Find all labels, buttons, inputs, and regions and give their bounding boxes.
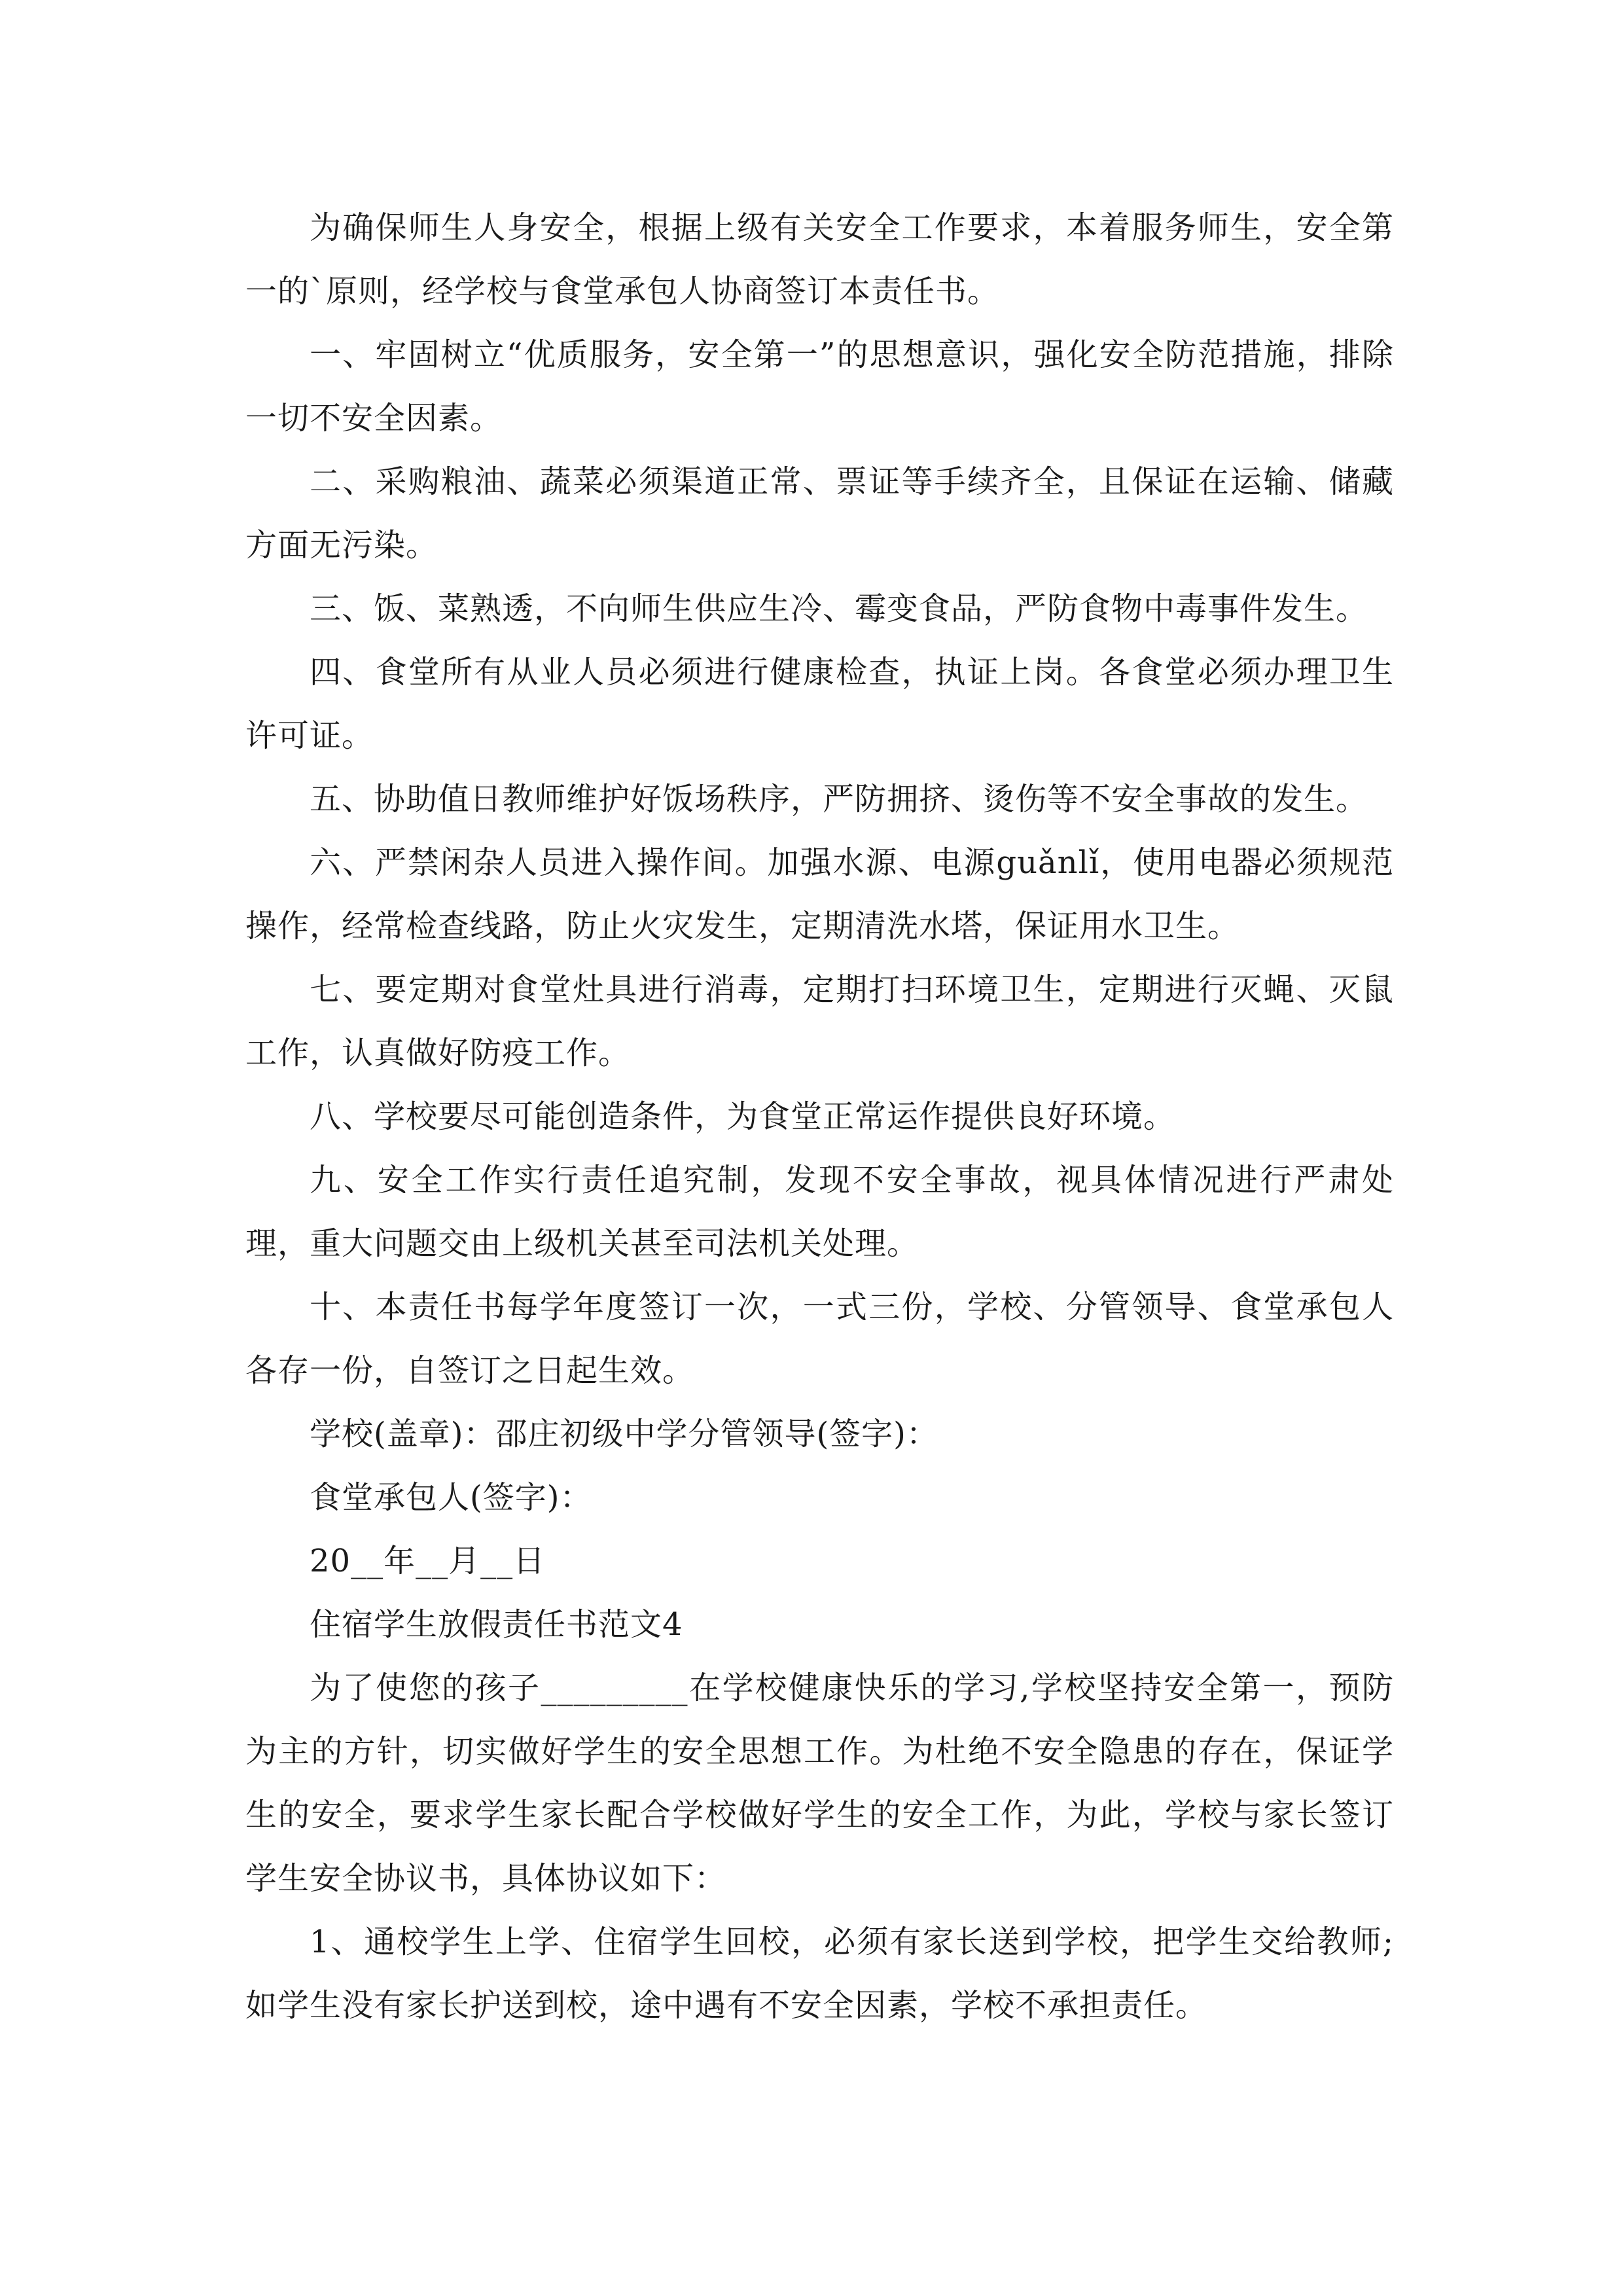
clause-6: 六、严禁闲杂人员进入操作间。加强水源、电源guǎnlǐ，使用电器必须规范操作，经常检查线路，防止火灾发生，定期清洗水塔，保证用水卫生。 [245,844,1394,944]
school-signature-line: 学校(盖章)：邵庄初级中学分管领导(签字)： [310,1416,938,1452]
clause-7: 七、要定期对食堂灶具进行消毒，定期打扫环境卫生，定期进行灭蝇、灭鼠工作，认真做好防疫工作。 [245,971,1394,1071]
agreement-intro: 为了使您的孩子_________在学校健康快乐的学习,学校坚持安全第一，预防为主的方针，切实做好学生的安全思想工作。为杜绝不安全隐患的存在，保证学生的安全，要求学生家长配合学校做好学生的安全工作，为此，学校与家长签订学生安全协议书，具体协议如下： [245,1670,1394,1897]
clause-9: 九、安全工作实行责任追究制，发现不安全事故，视具体情况进行严肃处理，重大问题交由上级机关甚至司法机关处理。 [245,1162,1394,1262]
clause-3: 三、饭、菜熟透，不向师生供应生冷、霉变食品，严防食物中毒事件发生。 [310,590,1368,627]
intro-paragraph: 为确保师生人身安全，根据上级有关安全工作要求，本着服务师生，安全第一的`原则，经学校与食堂承包人协商签订本责任书。 [245,209,1394,310]
clause-1: 一、牢固树立“优质服务，安全第一”的思想意识，强化安全防范措施，排除一切不安全因素。 [245,336,1394,437]
clause-5: 五、协助值日教师维护好饭场秩序，严防拥挤、烫伤等不安全事故的发生。 [310,781,1368,817]
clause-4: 四、食堂所有从业人员必须进行健康检查，执证上岗。各食堂必须办理卫生许可证。 [245,654,1394,754]
section-title: 住宿学生放假责任书范文4 [310,1606,683,1643]
clause-2: 二、采购粮油、蔬菜必须渠道正常、票证等手续齐全，且保证在运输、储藏方面无污染。 [245,463,1394,564]
clause-10: 十、本责任书每学年度签订一次，一式三份，学校、分管领导、食堂承包人各存一份，自签订之日起生效。 [245,1289,1394,1389]
document-body [245,196,1394,2037]
agreement-item-1: 1、通校学生上学、住宿学生回校，必须有家长送到学校，把学生交给教师;如学生没有家长护送到校，途中遇有不安全因素，学校不承担责任。 [245,1924,1394,2024]
date-line: 20__年__月__日 [310,1543,546,1579]
clause-8: 八、学校要尽可能创造条件，为食堂正常运作提供良好环境。 [310,1098,1176,1135]
contractor-signature-line: 食堂承包人(签字)： [310,1479,592,1516]
